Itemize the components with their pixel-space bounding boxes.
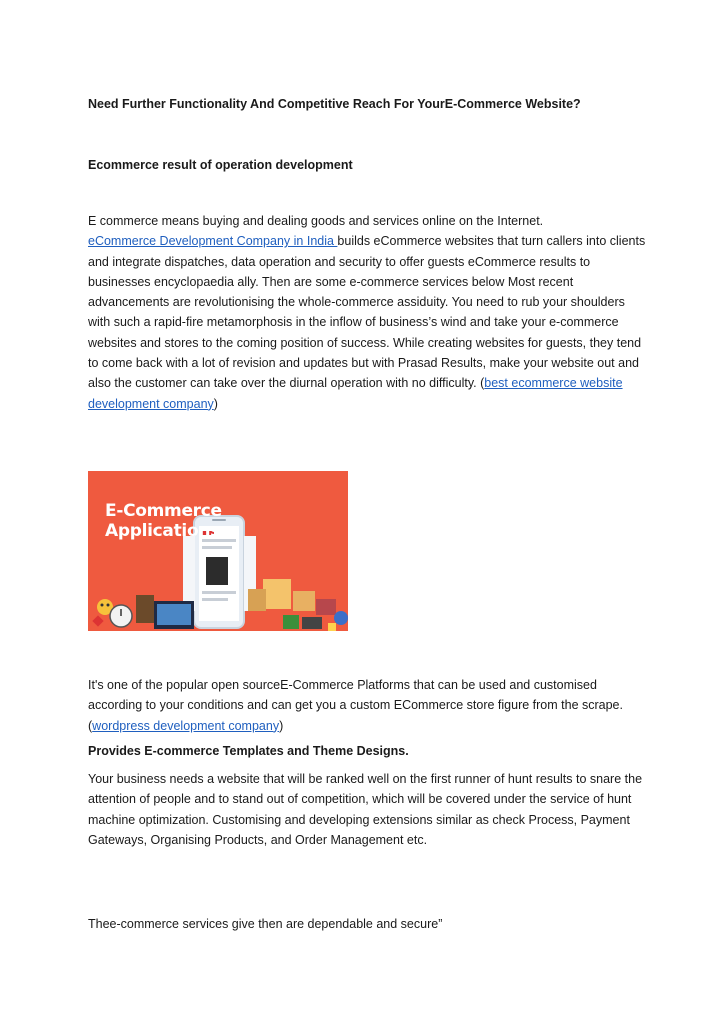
best-ecommerce-website-link[interactable]: best ecommerce website (484, 376, 623, 391)
ecommerce-development-company-link[interactable]: eCommerce Development Company in India (88, 234, 338, 249)
intro-first-line: E commerce means buying and dealing goods and services online on the Internet. (88, 214, 544, 228)
ecommerce-applications-image (88, 471, 348, 631)
intro-body-text: builds eCommerce websites that turn callers into clients and integrate dispatches, data operation and security to offer guests eCommerce results to businesses encyclopaedia ally. Then are some e-commerce services below Most recent advancements are revolutionising the whole-commerce assiduity. You need to rub your shoulders with such a rapid-fire metamorphosis in the inflow of business’s wind and take your e-commerce websites and stores to the coming position of success. While creating websites for guests, they tend to come back with a lot of revision and updates but with Prasad Results, make your website out and also the customer can take over the diurnal operation with no difficulty. ( (88, 234, 646, 391)
development-company-link[interactable]: development company (88, 396, 214, 411)
platform-paragraph (88, 675, 648, 736)
image-title (105, 501, 222, 541)
wordpress-development-company-link[interactable]: wordpress development company (92, 718, 280, 733)
main-heading: Need Further Functionality And Competitive Reach For YourE-Commerce Website? (88, 97, 581, 111)
platform-close-paren: ) (279, 718, 284, 733)
closing-paragraph: Thee-commerce services give then are dependable and secure” (88, 917, 443, 931)
intro-paragraph (88, 211, 648, 414)
image-title-line1: E-Commerce (105, 501, 222, 521)
ecommerce-illustration (88, 471, 348, 631)
platform-text: It's one of the popular open sourceE-Commerce Platforms that can be used and customised according to your conditions and can get you a custom ECommerce store figure from the scrape. ( (88, 678, 623, 733)
section-heading: Ecommerce result of operation development (88, 158, 353, 172)
intro-close-paren: ) (213, 396, 218, 411)
templates-heading: Provides E-commerce Templates and Theme Designs. (88, 744, 409, 758)
image-title-line2: Applications (105, 521, 220, 541)
templates-paragraph: Your business needs a website that will be ranked well on the first runner of hunt results to snare the attention of people and to stand out of competition, which will be covered under the service of hunt machine optimization. Customising and developing extensions similar as check Process, Payment Gateways, Organising Products, and Order Management etc. (88, 772, 643, 847)
